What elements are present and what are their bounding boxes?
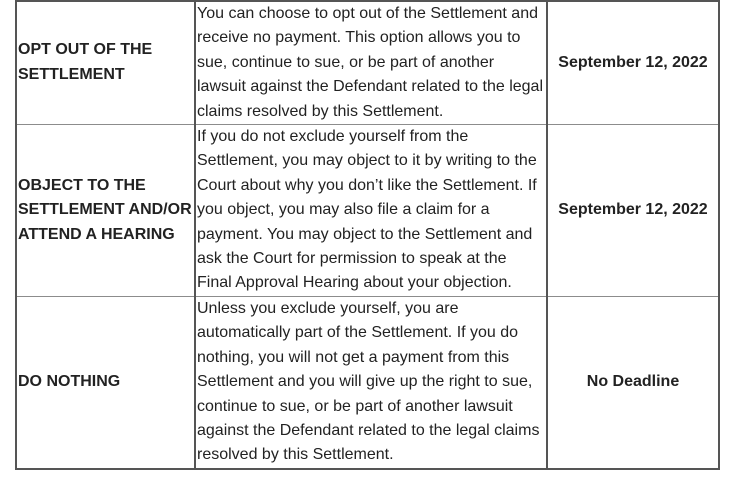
table-row-opt-out <box>16 1 719 125</box>
option-description: If you do not exclude yourself from the Settlement, you may object to it by writing to the Court about why you don’t like the Settlement. If you object, you may also file a claim for a payment. You may object to the Settlement and ask the Court for permission to speak at the Final Approval Hearing about your objection. <box>195 125 547 297</box>
table-row-do-nothing <box>16 296 719 468</box>
option-name: DO NOTHING <box>16 296 195 468</box>
option-name: OBJECT TO THE SETTLEMENT AND/OR ATTEND A HEARING <box>16 125 195 297</box>
option-name: OPT OUT OF THE SETTLEMENT <box>16 1 195 125</box>
option-description: You can choose to opt out of the Settlement and receive no payment. This option allows you to sue, continue to sue, or be part of another lawsuit against the Defendant related to the legal claims resolved by this Settlement. <box>195 1 547 125</box>
option-deadline: September 12, 2022 <box>547 1 719 125</box>
option-description: Unless you exclude yourself, you are automatically part of the Settlement. If you do nothing, you will not get a payment from this Settlement and you will give up the right to sue, continue to sue, or be part of another lawsuit against the Defendant related to the legal claims resolved by this Settlement. <box>195 296 547 468</box>
option-deadline: No Deadline <box>547 296 719 468</box>
settlement-options-table <box>15 0 720 470</box>
option-deadline: September 12, 2022 <box>547 125 719 297</box>
table-row-object <box>16 125 719 297</box>
